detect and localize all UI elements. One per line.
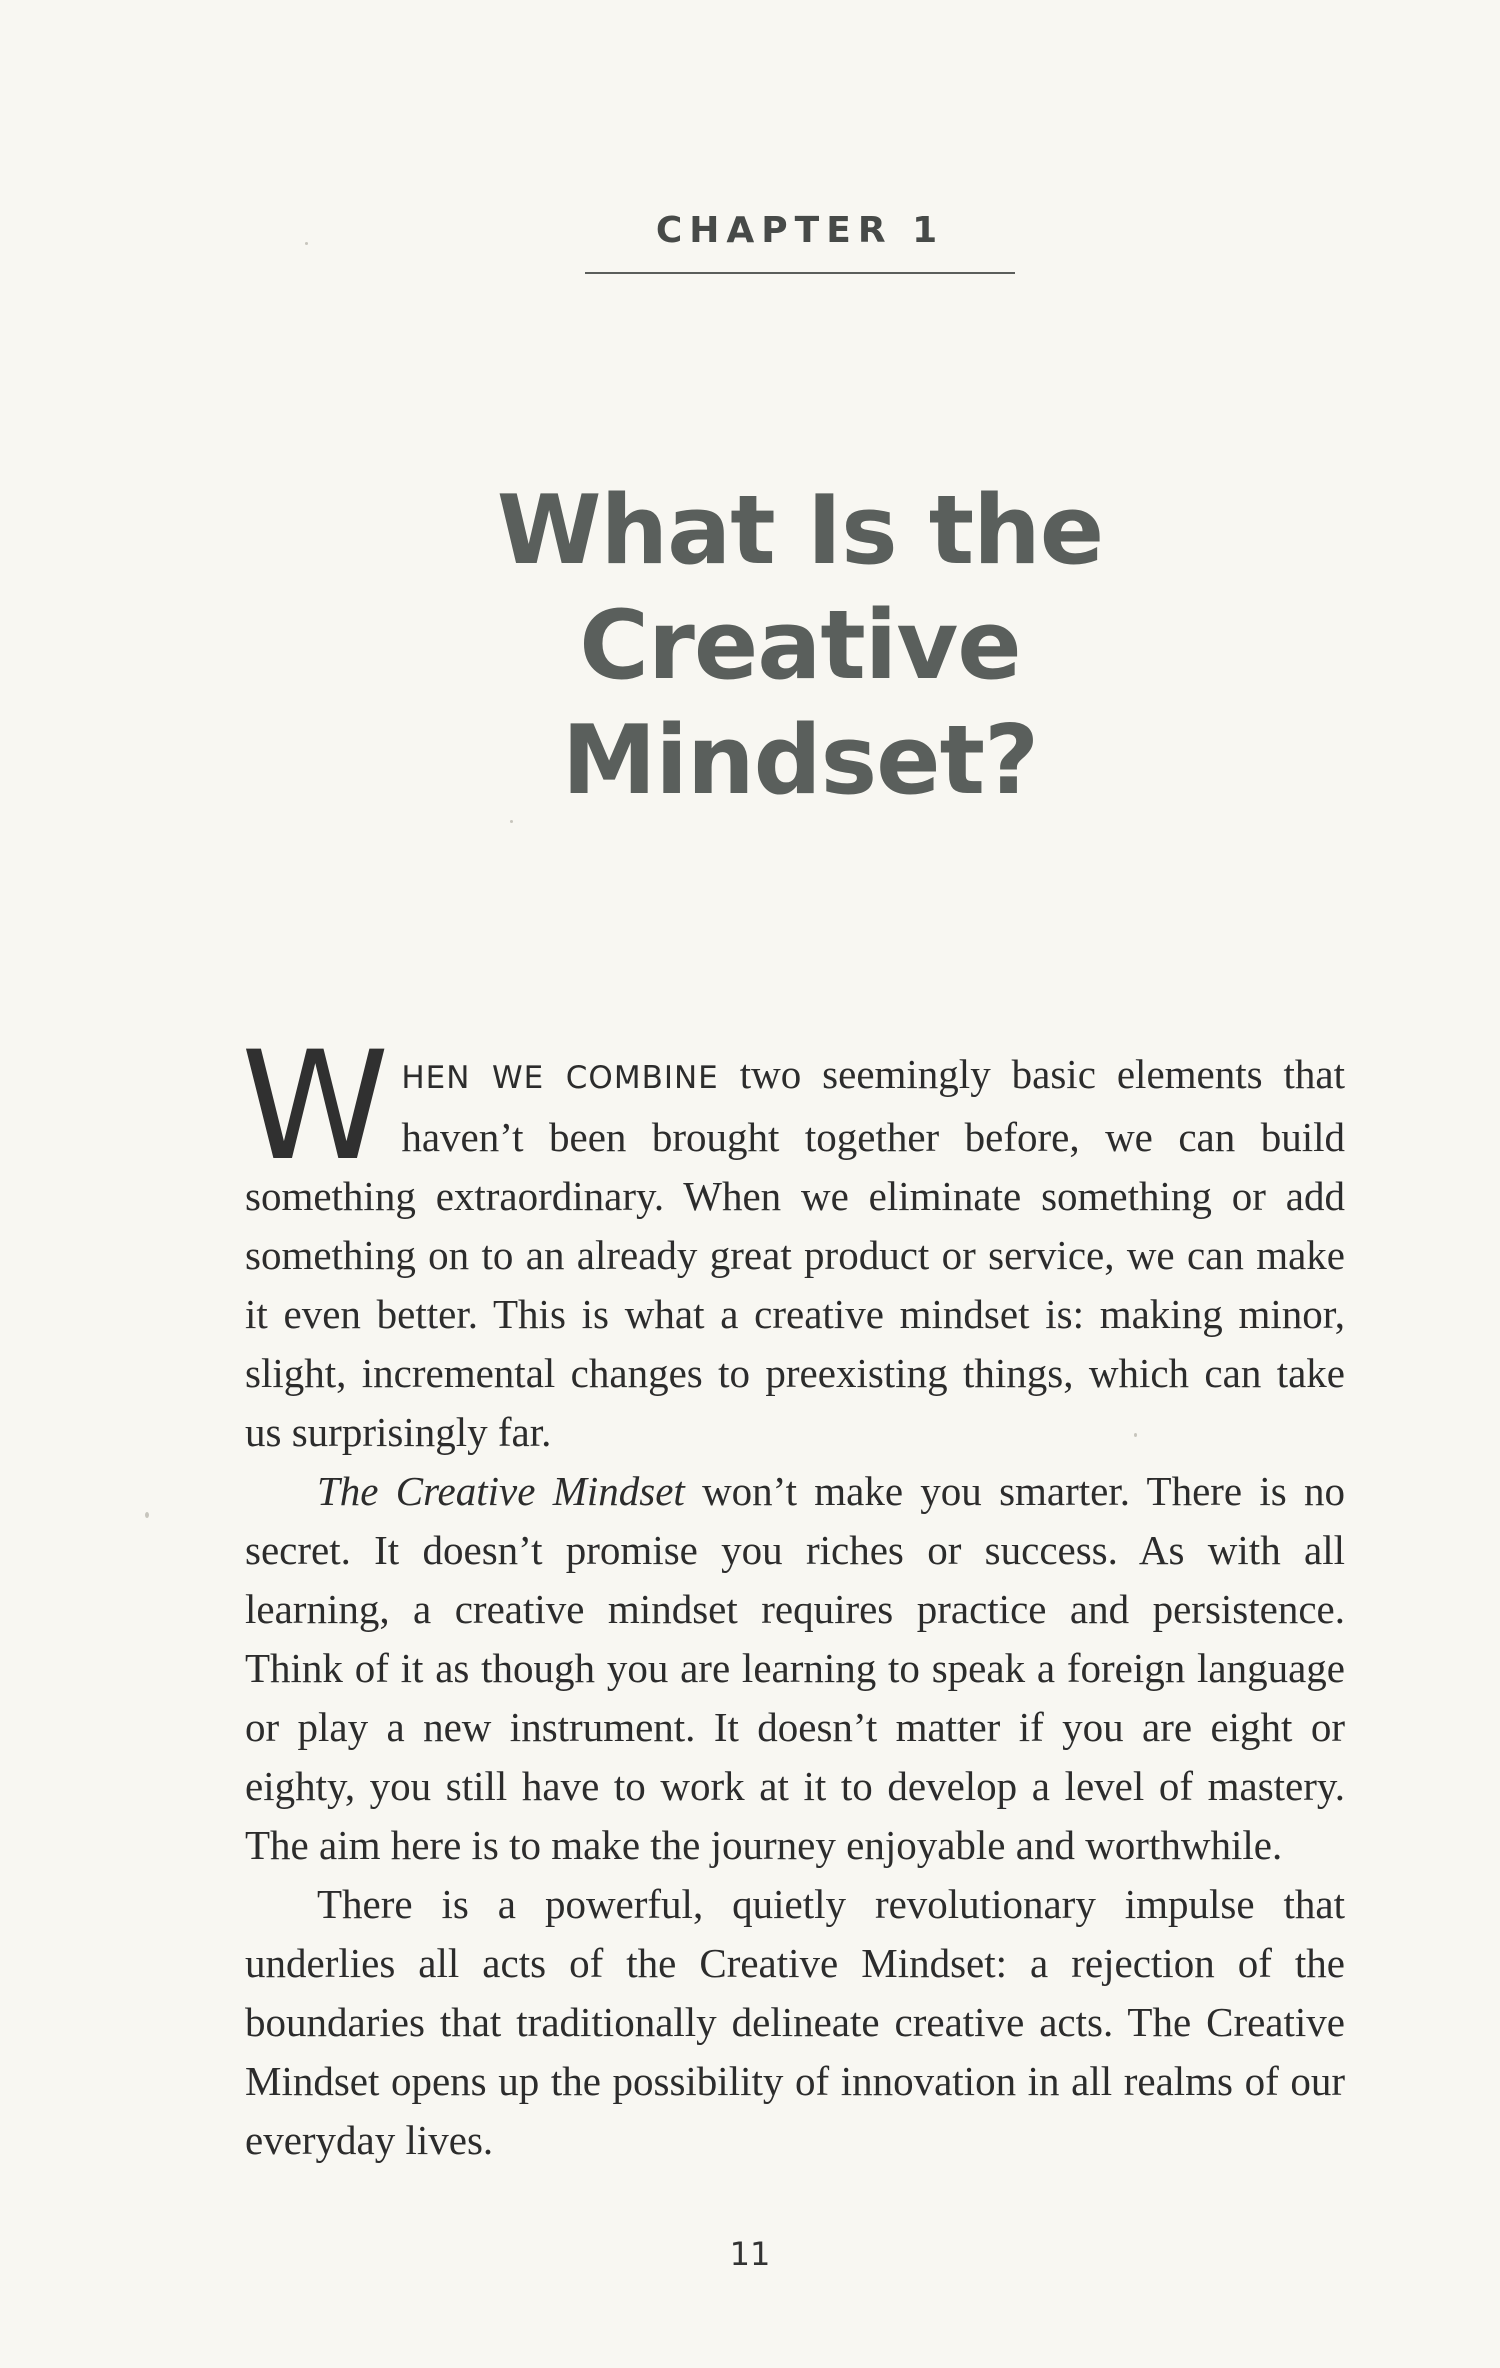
chapter-title-line-3: Mindset? (561, 705, 1039, 816)
paragraph-2-text: won’t make you smarter. There is no secret. It doesn’t promise you riches or success. As with all learning, a creative mindset requires practice and persistence. Think of it as though you are learning to speak a foreign language or play a new instrument. It doesn’t matter if you are eight or eighty, you still have to work at it to develop a level of mastery. The aim here is to make the journey enjoyable and worthwhile. (245, 1468, 1346, 1868)
chapter-title (400, 474, 1200, 819)
page-number: 11 (729, 2235, 771, 2273)
book-title-reference: The Creative Mindset (317, 1468, 685, 1514)
paragraph-2 (245, 1462, 1345, 1875)
chapter-body (241, 1020, 1346, 2170)
paragraph-3-text: There is a powerful, quietly revolutionary impulse that underlies all acts of the Creative Mindset: a rejection of the boundaries that traditionally delineate creative acts. The Creative Mindset opens up the possibility of innovation in all realms of our everyday lives. (245, 1881, 1345, 2163)
chapter-title-line-2: Creative (579, 590, 1021, 701)
paper-speck (305, 242, 308, 245)
chapter-label: CHAPTER 1 (655, 210, 945, 251)
drop-cap: W (241, 1020, 390, 1194)
paper-speck (510, 820, 513, 823)
paper-speck (1134, 1433, 1137, 1437)
chapter-divider (585, 272, 1015, 274)
paragraph-1-text: two seemingly basic elements that haven’t been brought together before, we can build something extraordinary. When we eliminate something or add something on to an already great product or service, we can make it even better. This is what a creative mindset is: making minor, slight, incremental changes to preexisting things, which can take us surprisingly far. (245, 1051, 1346, 1455)
paragraph-3 (245, 1875, 1345, 2170)
paper-speck (145, 1512, 149, 1518)
paragraph-1 (241, 1020, 1346, 1462)
chapter-title-line-1: What Is the (496, 475, 1104, 586)
lead-in-text: HEN WE COMBINE (401, 1060, 719, 1096)
